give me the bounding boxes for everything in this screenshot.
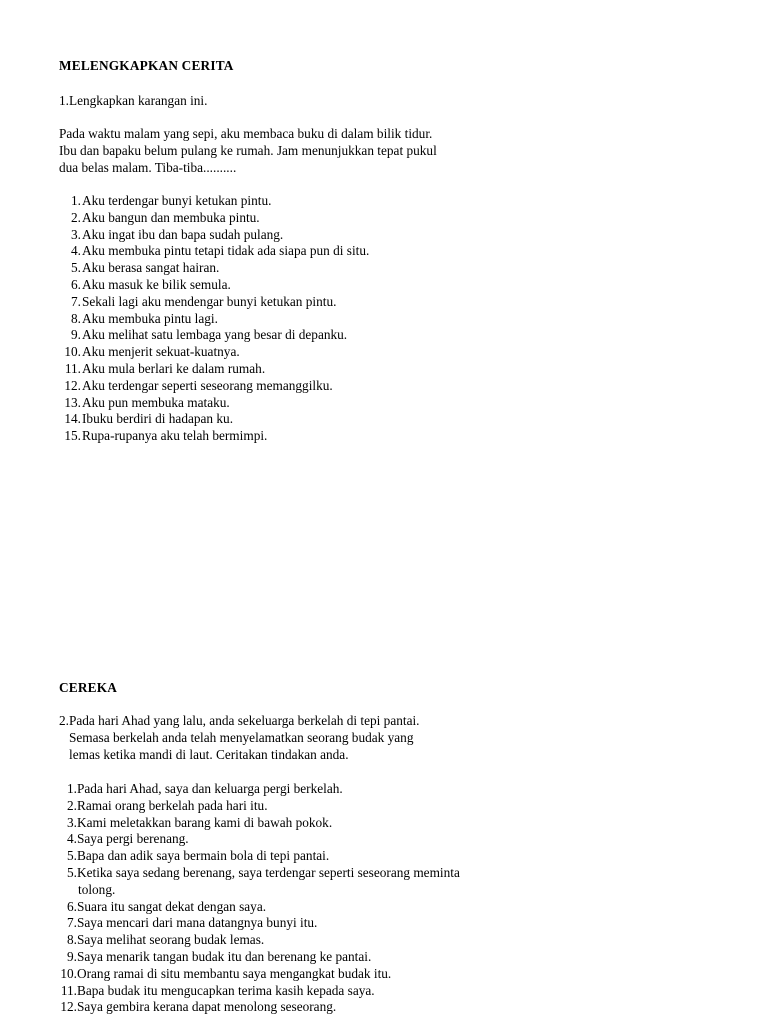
list-item <box>59 781 460 798</box>
list-item <box>59 865 460 899</box>
list-item-number: 3. <box>71 226 81 242</box>
list-item-text: Aku berasa sangat hairan. <box>82 260 220 276</box>
list-item <box>59 848 460 865</box>
list-item-text: Aku mula berlari ke dalam rumah. <box>82 360 266 376</box>
list-item-number: 4. <box>71 243 81 259</box>
list-item-number: 1. <box>71 193 81 208</box>
list-item <box>59 999 460 1016</box>
list-item <box>59 798 460 815</box>
list-item <box>59 344 369 361</box>
list-item-number: 14. <box>64 411 81 427</box>
list-item-number: 7. <box>67 915 77 931</box>
list-item-text: Sekali lagi aku mendengar bunyi ketukan pintu. <box>82 293 337 309</box>
list-item-line: Pada hari Ahad, saya dan keluarga pergi berkelah. <box>77 781 343 796</box>
section2-list <box>59 781 460 1016</box>
list-item <box>59 966 460 983</box>
list-item-number: 6. <box>67 898 77 914</box>
list-item <box>59 277 369 294</box>
list-item-number: 9. <box>67 948 77 964</box>
paragraph-line: dua belas malam. Tiba-tiba.......... <box>59 159 237 175</box>
list-item <box>59 210 369 227</box>
list-item-number: 11. <box>64 360 81 376</box>
list-item-text <box>77 932 264 949</box>
list-item-number: 3. <box>67 814 77 830</box>
list-item-text: Aku membuka pintu lagi. <box>82 310 218 326</box>
list-item-text: Aku terdengar seperti seseorang memanggilku. <box>82 377 333 393</box>
list-item-text <box>77 831 189 848</box>
list-item-number: 4. <box>67 831 77 847</box>
section1-list <box>59 193 369 445</box>
list-item-text <box>77 899 266 916</box>
list-item-text <box>77 915 317 932</box>
list-item-text <box>77 865 460 899</box>
section1-heading: MELENGKAPKAN CERITA <box>59 58 234 73</box>
list-item-text <box>77 983 375 1000</box>
list-item-number: 10. <box>60 965 77 981</box>
list-item-number: 15. <box>64 428 81 444</box>
list-item-number: 9. <box>71 327 81 343</box>
list-item <box>59 411 369 428</box>
section1-paragraph <box>59 126 437 176</box>
list-item-number: 11. <box>60 982 77 998</box>
list-item-text <box>77 949 371 966</box>
list-item-line: tolong. <box>78 881 116 897</box>
list-item-line: Saya melihat seorang budak lemas. <box>77 932 265 948</box>
section1-question: 1.Lengkapkan karangan ini. <box>59 93 208 108</box>
list-item <box>59 378 369 395</box>
list-item <box>59 311 369 328</box>
list-item-line: Saya menarik tangan budak itu dan berenang ke pantai. <box>77 948 372 964</box>
list-item <box>59 949 460 966</box>
list-item-line: Bapa budak itu mengucapkan terima kasih kepada saya. <box>77 982 375 998</box>
question-line: Semasa berkelah anda telah menyelamatkan seorang budak yang <box>69 729 414 745</box>
list-item <box>59 294 369 311</box>
list-item-number: 7. <box>71 293 81 309</box>
list-item-text: Ibuku berdiri di hadapan ku. <box>82 411 234 427</box>
list-item <box>59 193 369 210</box>
list-item-number: 12. <box>60 999 77 1015</box>
list-item <box>59 361 369 378</box>
list-item-number: 13. <box>64 394 81 410</box>
list-item <box>59 428 369 445</box>
list-item-text: Aku bangun dan membuka pintu. <box>82 209 260 225</box>
list-item-text <box>77 798 268 815</box>
list-item-text: Rupa-rupanya aku telah bermimpi. <box>82 428 268 444</box>
list-item-text: Aku pun membuka mataku. <box>82 394 230 410</box>
list-item-text: Aku menjerit sekuat-kuatnya. <box>82 344 240 360</box>
list-item-line: Kami meletakkan barang kami di bawah pokok. <box>77 814 333 830</box>
list-item-text <box>77 815 332 832</box>
list-item-text: Aku ingat ibu dan bapa sudah pulang. <box>82 226 284 242</box>
list-item-number: 2. <box>71 209 81 225</box>
paragraph-line: Pada waktu malam yang sepi, aku membaca buku di dalam bilik tidur. <box>59 126 433 141</box>
section2-heading: CEREKA <box>59 680 118 695</box>
list-item-line: Saya gembira kerana dapat menolong seseorang. <box>77 999 337 1015</box>
list-item-text <box>77 781 343 798</box>
list-item-number: 1. <box>67 781 77 796</box>
list-item-number: 2. <box>67 797 77 813</box>
list-item-text: Aku membuka pintu tetapi tidak ada siapa pun di situ. <box>82 243 370 259</box>
list-item <box>59 831 460 848</box>
list-item-number: 10. <box>64 344 81 360</box>
list-item-line: Suara itu sangat dekat dengan saya. <box>77 898 267 914</box>
list-item-line: Ramai orang berkelah pada hari itu. <box>77 797 268 813</box>
question-line: lemas ketika mandi di laut. Ceritakan tindakan anda. <box>69 746 349 762</box>
list-item <box>59 327 369 344</box>
list-item-number: 12. <box>64 377 81 393</box>
list-item-number: 5. <box>67 848 77 864</box>
list-item <box>59 815 460 832</box>
list-item-number: 6. <box>71 276 81 292</box>
paragraph-line: Ibu dan bapaku belum pulang ke rumah. Jam menunjukkan tepat pukul <box>59 142 437 158</box>
section2-question <box>59 713 420 763</box>
list-item-line: Saya mencari dari mana datangnya bunyi itu. <box>77 915 318 931</box>
list-item-number: 8. <box>71 310 81 326</box>
question-line: 2.Pada hari Ahad yang lalu, anda sekeluarga berkelah di tepi pantai. <box>59 713 420 728</box>
list-item-text <box>77 848 329 865</box>
list-item-text <box>77 966 391 983</box>
list-item <box>59 932 460 949</box>
list-item-line: Saya pergi berenang. <box>77 831 189 847</box>
list-item <box>59 983 460 1000</box>
list-item <box>59 915 460 932</box>
list-item <box>59 899 460 916</box>
list-item-number: 5. <box>67 864 77 880</box>
list-item-text: Aku masuk ke bilik semula. <box>82 276 231 292</box>
list-item-text: Aku melihat satu lembaga yang besar di depanku. <box>82 327 348 343</box>
list-item-number: 5. <box>71 260 81 276</box>
list-item <box>59 227 369 244</box>
list-item-text: Aku terdengar bunyi ketukan pintu. <box>82 193 272 208</box>
list-item-text <box>77 999 336 1016</box>
list-item-line: Bapa dan adik saya bermain bola di tepi pantai. <box>77 848 330 864</box>
list-item <box>59 243 369 260</box>
list-item <box>59 395 369 412</box>
list-item-number: 8. <box>67 932 77 948</box>
list-item <box>59 260 369 277</box>
list-item-line: Orang ramai di situ membantu saya mengangkat budak itu. <box>77 965 392 981</box>
list-item-line: Ketika saya sedang berenang, saya terdengar seperti seseorang meminta <box>77 864 460 880</box>
